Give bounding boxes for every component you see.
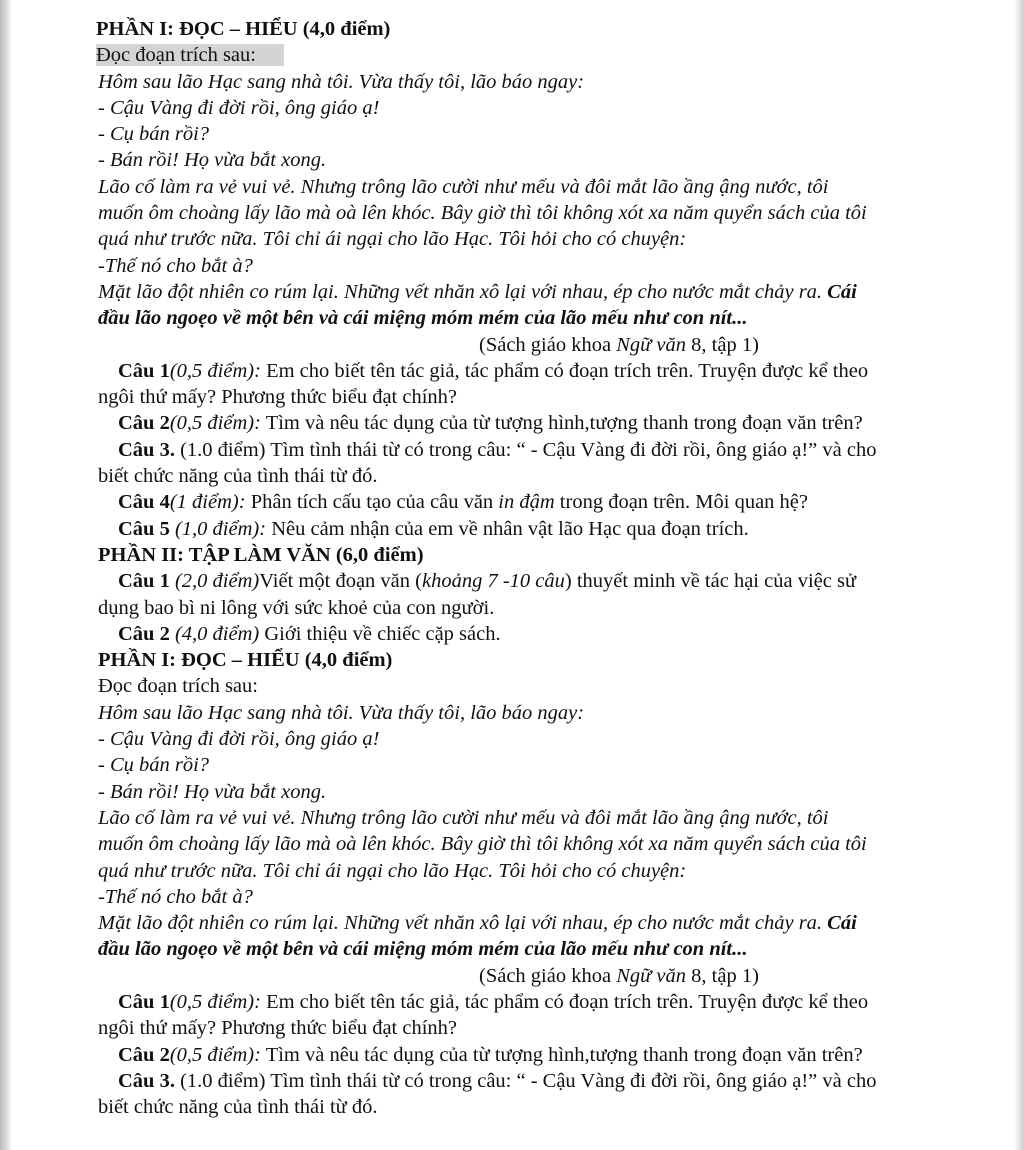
passage-line: muốn ôm choàng lấy lão mà oà lên khóc. Bây giờ thì tôi không xót xa năm quyển sách của tôi — [98, 833, 867, 856]
bold-sentence-line: đầu lão ngoẹo về một bên và cái miệng móm mém của lão mếu như con nít... — [98, 307, 748, 330]
passage-line: - Cậu Vàng đi đời rồi, ông giáo ạ! — [98, 728, 380, 751]
essay-question-1-cont: dụng bao bì ni lông với sức khoẻ của con người. — [98, 596, 495, 619]
question-3-cont: biết chức năng của tình thái từ đó. — [98, 465, 378, 488]
question-3-cont-repeat: biết chức năng của tình thái từ đó. — [98, 1096, 378, 1119]
passage-line: quá như trước nữa. Tôi chỉ ái ngại cho lão Hạc. Tôi hỏi cho có chuyện: — [98, 228, 687, 251]
passage-line: muốn ôm choàng lấy lão mà oà lên khóc. Bây giờ thì tôi không xót xa năm quyển sách của tôi — [98, 202, 867, 225]
essay-question-1: Câu 1 (2,0 điểm)Viết một đoạn văn (khoảng 7 -10 câu) thuyết minh về tác hại của việc sử — [118, 570, 857, 593]
passage-line: Lão cố làm ra vẻ vui vẻ. Nhưng trông lão cười như mếu và đôi mắt lão ầng ậng nước, tôi — [98, 806, 829, 829]
bold-sentence-line: đầu lão ngoẹo về một bên và cái miệng móm mém của lão mếu như con nít... — [98, 938, 748, 961]
passage-line: quá như trước nữa. Tôi chỉ ái ngại cho lão Hạc. Tôi hỏi cho có chuyện: — [98, 859, 687, 882]
passage-line: Hôm sau lão Hạc sang nhà tôi. Vừa thấy tôi, lão báo ngay: — [98, 70, 585, 93]
passage-line: Lão cố làm ra vẻ vui vẻ. Nhưng trông lão cười như mếu và đôi mắt lão ầng ậng nước, tôi — [98, 175, 829, 198]
document-page — [96, 16, 976, 1120]
passage-line: - Cậu Vàng đi đời rồi, ông giáo ạ! — [98, 96, 380, 119]
question-5: Câu 5 (1,0 điểm): Nêu cảm nhận của em về nhân vật lão Hạc qua đoạn trích. — [118, 517, 749, 540]
part2-heading: PHẦN II: TẬP LÀM VĂN (6,0 điểm) — [98, 543, 424, 566]
question-2-repeat: Câu 2(0,5 điểm): Tìm và nêu tác dụng của từ tượng hình,tượng thanh trong đoạn văn trên? — [118, 1043, 863, 1066]
highlighted-intro: Đọc đoạn trích sau: — [96, 44, 284, 66]
source-citation-repeat: (Sách giáo khoa Ngữ văn 8, tập 1) — [479, 964, 759, 987]
question-1: Câu 1(0,5 điểm): Em cho biết tên tác giả, tác phẩm có đoạn trích trên. Truyện được kể theo — [118, 359, 869, 382]
question-4: Câu 4(1 điểm): Phân tích cấu tạo của câu văn in đậm trong đoạn trên. Môi quan hệ? — [118, 491, 809, 514]
source-citation: (Sách giáo khoa Ngữ văn 8, tập 1) — [479, 333, 759, 356]
passage-line: - Bán rồi! Họ vừa bắt xong. — [98, 780, 327, 803]
passage-line: - Cụ bán rồi? — [98, 754, 210, 777]
excerpt-intro — [96, 42, 976, 68]
passage-line: Mặt lão đột nhiên co rúm lại. Những vết nhăn xô lại với nhau, ép cho nước mắt chảy ra. Cái — [98, 912, 857, 935]
passage-line: Hôm sau lão Hạc sang nhà tôi. Vừa thấy tôi, lão báo ngay: — [98, 701, 585, 724]
passage-line: Mặt lão đột nhiên co rúm lại. Những vết nhăn xô lại với nhau, ép cho nước mắt chảy ra. Cái — [98, 280, 857, 303]
excerpt-intro-repeat: Đọc đoạn trích sau: — [98, 675, 258, 698]
question-1-cont-repeat: ngôi thứ mấy? Phương thức biểu đạt chính? — [98, 1017, 458, 1040]
question-1-repeat: Câu 1(0,5 điểm): Em cho biết tên tác giả, tác phẩm có đoạn trích trên. Truyện được kể theo — [118, 990, 869, 1013]
page-left-shadow — [0, 0, 12, 1150]
question-2: Câu 2(0,5 điểm): Tìm và nêu tác dụng của từ tượng hình,tượng thanh trong đoạn văn trên? — [118, 412, 863, 435]
question-3: Câu 3. (1.0 điểm) Tìm tình thái từ có trong câu: “ - Cậu Vàng đi đời rồi, ông giáo ạ!” và cho — [118, 438, 877, 461]
question-1-cont: ngôi thứ mấy? Phương thức biểu đạt chính? — [98, 386, 458, 409]
passage-line: -Thế nó cho bắt à? — [98, 254, 253, 277]
part1-heading-repeat: PHẦN I: ĐỌC – HIỂU (4,0 điểm) — [98, 649, 393, 672]
passage-line: - Bán rồi! Họ vừa bắt xong. — [98, 149, 327, 172]
part1-heading: PHẦN I: ĐỌC – HIỂU (4,0 điểm) — [96, 18, 391, 40]
question-3-repeat: Câu 3. (1.0 điểm) Tìm tình thái từ có trong câu: “ - Cậu Vàng đi đời rồi, ông giáo ạ!” và cho — [118, 1069, 877, 1092]
essay-question-2: Câu 2 (4,0 điểm) Giới thiệu về chiếc cặp sách. — [118, 622, 501, 645]
page-right-shadow — [1014, 0, 1024, 1150]
passage-line: -Thế nó cho bắt à? — [98, 885, 253, 908]
passage-line: - Cụ bán rồi? — [98, 123, 210, 146]
